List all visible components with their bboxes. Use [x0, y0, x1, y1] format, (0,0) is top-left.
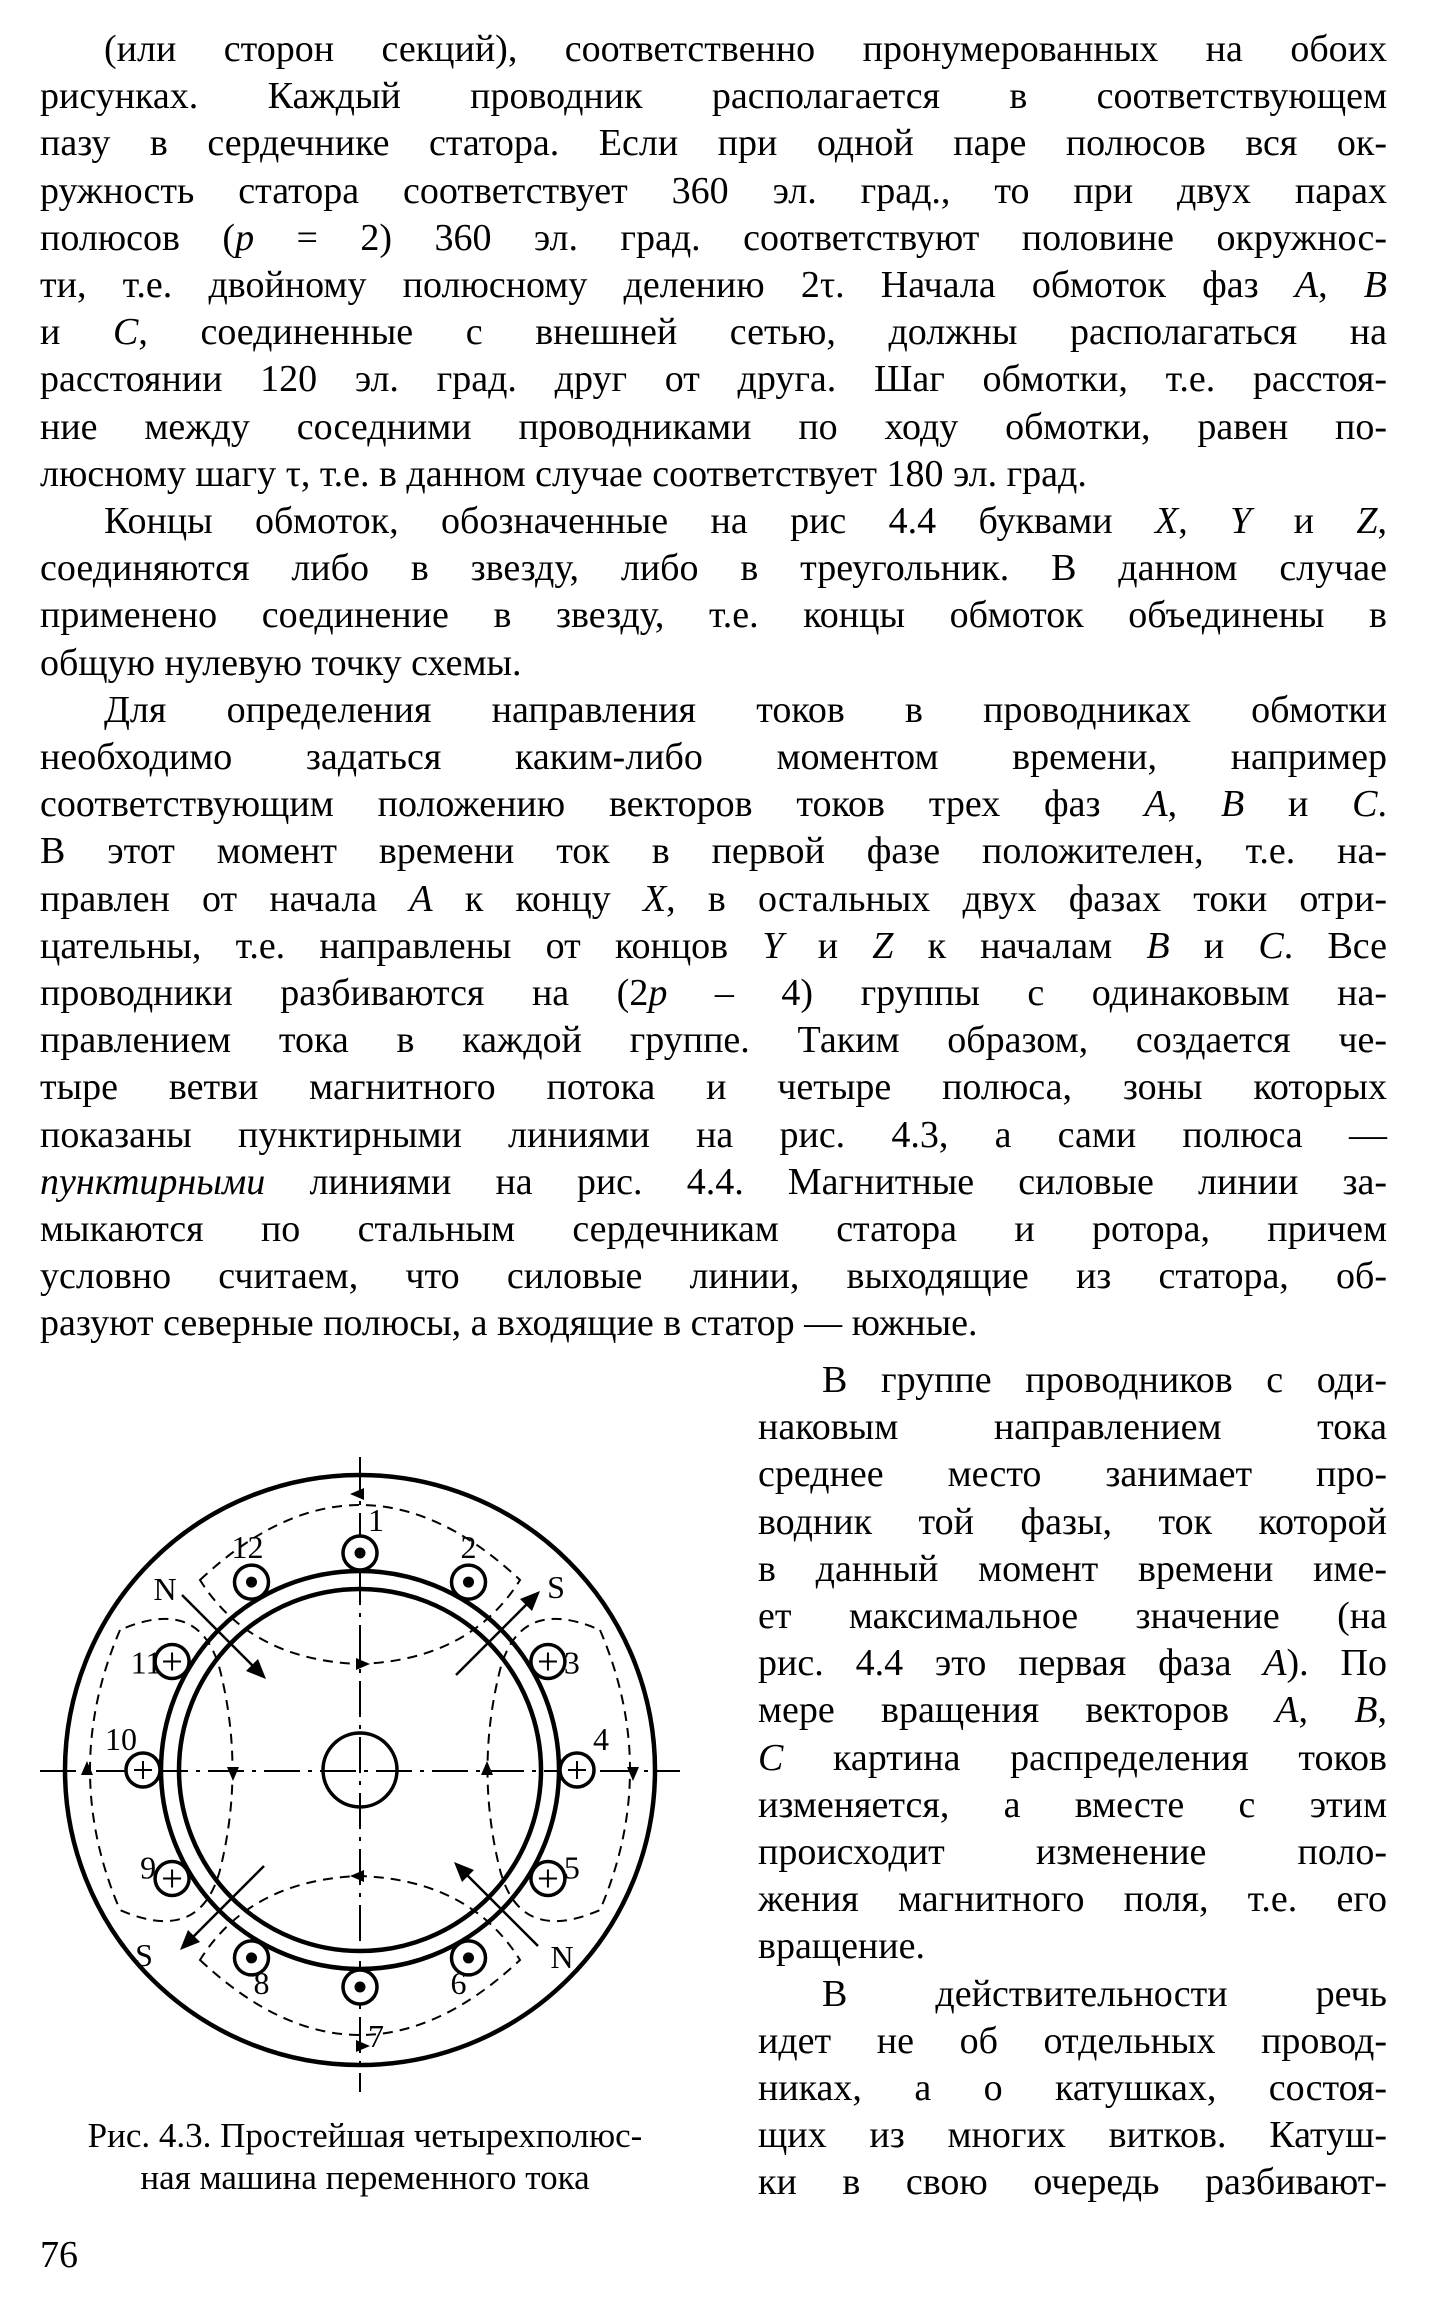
italic-symbol: A [1275, 1689, 1299, 1732]
text-line [40, 73, 1387, 120]
text-segment: , в остальных двух фазах токи отри- [666, 877, 1387, 920]
conductor-2 [452, 1529, 486, 1599]
text-line [758, 1687, 1387, 1734]
text-segment: применено соединение в звезду, т.е. концы обмоток объединены в [40, 594, 1387, 637]
conductor-label: 1 [368, 1502, 384, 1538]
text-segment: . Все [1283, 924, 1388, 967]
italic-symbol: пунктирными [40, 1160, 266, 1203]
italic-symbol: C [758, 1736, 784, 1779]
text-segment: рис. 4.4 это первая фаза [758, 1642, 1264, 1685]
conductor-label: 5 [563, 1849, 580, 1886]
italic-symbol: B [1220, 783, 1245, 826]
text-segment: , соединенные с внешней сетью, должны располагаться на [138, 311, 1387, 354]
text-segment: и [1244, 783, 1353, 826]
text-segment: ). По [1286, 1642, 1387, 1685]
text-line [40, 1206, 1387, 1253]
text-line [758, 2112, 1387, 2159]
italic-symbol: Y [762, 924, 784, 967]
flux-arrow-top-inner [356, 1658, 370, 1670]
text-segment: ти, т.е. двойному полюсному делению 2τ. Начала обмоток фаз [40, 264, 1295, 306]
text-line [758, 1971, 1387, 2018]
text-segment: , [1377, 1689, 1387, 1732]
text-segment: В действительности речь [822, 1972, 1387, 2015]
text-segment: и [40, 311, 113, 354]
italic-symbol: Y [1230, 500, 1252, 542]
pole-label-top-right: S [547, 1569, 565, 1605]
conductor-label: 8 [253, 1964, 270, 2001]
text-segment: , [1178, 500, 1231, 542]
text-segment: картина распределения токов [783, 1736, 1387, 1779]
text-line [40, 498, 1387, 545]
conductor-label: 7 [368, 2018, 384, 2054]
text-line [758, 1546, 1387, 1593]
italic-symbol: p [235, 216, 255, 259]
text-line [40, 262, 1387, 309]
text-segment: наковым направлением тока [758, 1406, 1387, 1449]
flux-arrow-right-inner [481, 1761, 493, 1775]
text-line [40, 168, 1387, 215]
text-line [758, 2018, 1387, 2065]
text-line [40, 970, 1387, 1017]
text-line [40, 923, 1387, 970]
flux-arrow-top-outer [350, 1488, 364, 1500]
text-segment: полюсов ( [40, 216, 236, 259]
text-segment: правлен от начала [40, 877, 410, 920]
flux-arrow-left-outer [81, 1761, 93, 1775]
text-line [40, 1064, 1387, 1111]
text-line [758, 1404, 1387, 1451]
italic-symbol: Z [872, 924, 894, 967]
text-segment: водник той фазы, ток которой [758, 1500, 1387, 1543]
text-line [40, 1017, 1387, 1064]
italic-symbol: C [112, 311, 139, 354]
text-segment: показаны пунктирными линиями на рис. 4.3, а сами полюса — [40, 1113, 1387, 1156]
conductor-label: 6 [450, 1964, 467, 2001]
text-line [40, 640, 1387, 687]
flux-arrow-right-outer [627, 1767, 639, 1781]
italic-symbol: X [1154, 500, 1179, 542]
conductor-label: 4 [593, 1721, 609, 1757]
text-line [758, 2159, 1387, 2206]
text-segment: – 4) группы с одинаковым на- [667, 972, 1387, 1014]
current-out-dot-icon [463, 1952, 474, 1963]
text-segment: к началам [893, 924, 1147, 967]
text-segment: мере вращения векторов [758, 1689, 1276, 1732]
text-segment: изменяется, а вместе с этим [758, 1783, 1387, 1826]
text-segment: мыкаются по стальным сердечникам статора и ротора, причем [40, 1208, 1387, 1250]
italic-symbol: A [1144, 783, 1168, 826]
figure-caption-line-1: Рис. 4.3. Простейшая четырехполюс- [87, 2116, 643, 2155]
text-line [758, 1593, 1387, 1640]
text-line [758, 1357, 1387, 1404]
text-line [40, 120, 1387, 167]
text-line [758, 1499, 1387, 1546]
text-segment: люсному шагу τ, т.е. в данном случае соответствует 180 эл. град. [40, 452, 1087, 495]
text-segment: ние между соседними проводниками по ходу обмотки, равен по- [40, 405, 1387, 448]
text-segment: ружность статора соответствует 360 эл. град., то при двух парах [40, 169, 1387, 212]
current-out-dot-icon [355, 1982, 366, 1993]
current-out-dot-icon [246, 1952, 257, 1963]
text-segment: . [1377, 783, 1388, 826]
text-segment: соответствующим положению векторов токов трех фаз [40, 783, 1145, 826]
text-line [758, 1640, 1387, 1687]
text-line [758, 1923, 1387, 1970]
text-line [40, 687, 1387, 734]
conductor-11 [131, 1645, 189, 1681]
text-segment: в данный момент времени име- [758, 1547, 1387, 1590]
conductor-label: 3 [563, 1644, 580, 1681]
current-out-dot-icon [463, 1577, 474, 1588]
flux-arrow-bottom-inner [350, 1870, 364, 1882]
current-out-dot-icon [355, 1548, 366, 1559]
conductor-10 [105, 1721, 160, 1787]
italic-symbol: X [642, 877, 667, 920]
current-out-dot-icon [246, 1577, 257, 1588]
conductor-label: 9 [140, 1849, 157, 1886]
text-line [40, 215, 1387, 262]
conductor-7 [343, 1970, 384, 2054]
text-line [40, 451, 1387, 498]
conductor-label: 2 [460, 1529, 477, 1566]
text-line [40, 734, 1387, 781]
text-segment: , [1318, 264, 1364, 306]
text-segment: среднее место занимает про- [758, 1453, 1387, 1496]
italic-symbol: B [1354, 1689, 1378, 1732]
text-line [40, 1253, 1387, 1300]
italic-symbol: Z [1356, 500, 1378, 542]
text-segment: тыре ветви магнитного потока и четыре полюса, зоны которых [40, 1066, 1387, 1109]
text-segment: вращение. [758, 1925, 925, 1968]
conductor-1 [343, 1502, 384, 1570]
text-segment: идет не об отдельных провод- [758, 2019, 1387, 2062]
text-segment: , [1167, 783, 1221, 826]
conductor-3 [531, 1645, 580, 1681]
text-segment: рисунках. Каждый проводник располагается в соответствующем [40, 75, 1387, 118]
text-segment: необходимо задаться каким-либо моментом времени, например [40, 736, 1387, 778]
text-segment: соединяются либо в звезду, либо в треугольник. В данном случае [40, 547, 1387, 590]
pole-label-bottom-right: N [550, 1939, 574, 1975]
figure-four-pole-ac-machine [0, 1400, 720, 2120]
text-segment: Для определения направления токов в проводниках обмотки [104, 688, 1387, 731]
text-line [40, 1159, 1387, 1206]
text-segment: общую нулевую точку схемы. [40, 641, 522, 684]
text-segment: расстоянии 120 эл. град. друг от друга. Шаг обмотки, т.е. расстоя- [40, 358, 1387, 401]
italic-symbol: C [1352, 783, 1378, 826]
conductor-label: 12 [231, 1529, 264, 1566]
text-segment: линиями на рис. 4.4. Магнитные силовые линии за- [265, 1160, 1387, 1203]
text-segment: жения магнитного поля, т.е. его [758, 1878, 1387, 1921]
text-segment: , [1377, 500, 1387, 542]
text-line [758, 1451, 1387, 1498]
text-segment: и [1169, 924, 1259, 967]
text-line [40, 1112, 1387, 1159]
pole-label-top-left: N [153, 1571, 177, 1607]
text-segment: ет максимальное значение (на [758, 1595, 1387, 1637]
figure-caption-line-2: ная машина переменного тока [140, 2158, 590, 2197]
conductor-label: 11 [130, 1644, 162, 1681]
text-segment: правлением тока в каждой группе. Таким образом, создается че- [40, 1019, 1387, 1062]
conductor-label: 10 [105, 1721, 137, 1757]
text-segment: никах, а о катушках, состоя- [758, 2067, 1387, 2109]
text-segment: цательны, т.е. направлены от концов [40, 924, 763, 967]
text-line [758, 1876, 1387, 1923]
italic-symbol: A [1263, 1642, 1287, 1685]
text-segment: проводники разбиваются на (2 [40, 972, 649, 1014]
pole-arrow-s-top-right [456, 1595, 536, 1675]
text-line [758, 1782, 1387, 1829]
text-segment: пазу в сердечнике статора. Если при одной паре полюсов вся ок- [40, 122, 1387, 165]
text-line [40, 828, 1387, 875]
page-number: 76 [40, 2234, 78, 2276]
text-segment: и [1251, 500, 1357, 542]
text-line [40, 592, 1387, 639]
italic-symbol: A [1294, 264, 1319, 306]
italic-symbol: p [648, 972, 668, 1014]
text-segment: ки в свою очередь разбивают- [758, 2161, 1387, 2204]
text-segment: и [783, 924, 873, 967]
text-segment: Концы обмоток, обозначенные на рис 4.4 буквами [104, 500, 1155, 542]
text-segment: , [1298, 1689, 1355, 1732]
text-segment: разуют северные полюсы, а входящие в статор — южные. [40, 1302, 978, 1345]
text-line [40, 404, 1387, 451]
text-line [758, 2065, 1387, 2112]
text-segment: щих из многих витков. Катуш- [758, 2114, 1387, 2157]
text-line [758, 1735, 1387, 1782]
text-segment: (или сторон секций), соответственно пронумерованных на обоих [104, 28, 1387, 70]
pole-label-bottom-left: S [135, 1937, 153, 1973]
flux-arrow-left-inner [227, 1767, 239, 1781]
text-line [758, 1829, 1387, 1876]
text-line [40, 876, 1387, 923]
conductor-12 [232, 1529, 269, 1599]
text-line [40, 356, 1387, 403]
text-line [40, 781, 1387, 828]
conductor-4 [560, 1721, 609, 1787]
text-segment: В группе проводников с оди- [822, 1359, 1387, 1401]
italic-symbol: B [1363, 264, 1388, 306]
italic-symbol: C [1258, 924, 1284, 967]
italic-symbol: B [1146, 924, 1170, 967]
text-line [40, 545, 1387, 592]
text-segment: происходит изменение поло- [758, 1831, 1387, 1873]
text-segment: условно считаем, что силовые линии, выходящие из статора, об- [40, 1255, 1387, 1298]
text-line [40, 26, 1387, 73]
text-line [40, 309, 1387, 356]
text-segment: к концу [432, 877, 643, 920]
italic-symbol: A [409, 877, 433, 920]
text-line [40, 1300, 1387, 1347]
text-segment: В этот момент времени ток в первой фазе положителен, т.е. на- [40, 830, 1387, 873]
text-segment: = 2) 360 эл. град. соответствуют половине окружнос- [254, 216, 1387, 259]
